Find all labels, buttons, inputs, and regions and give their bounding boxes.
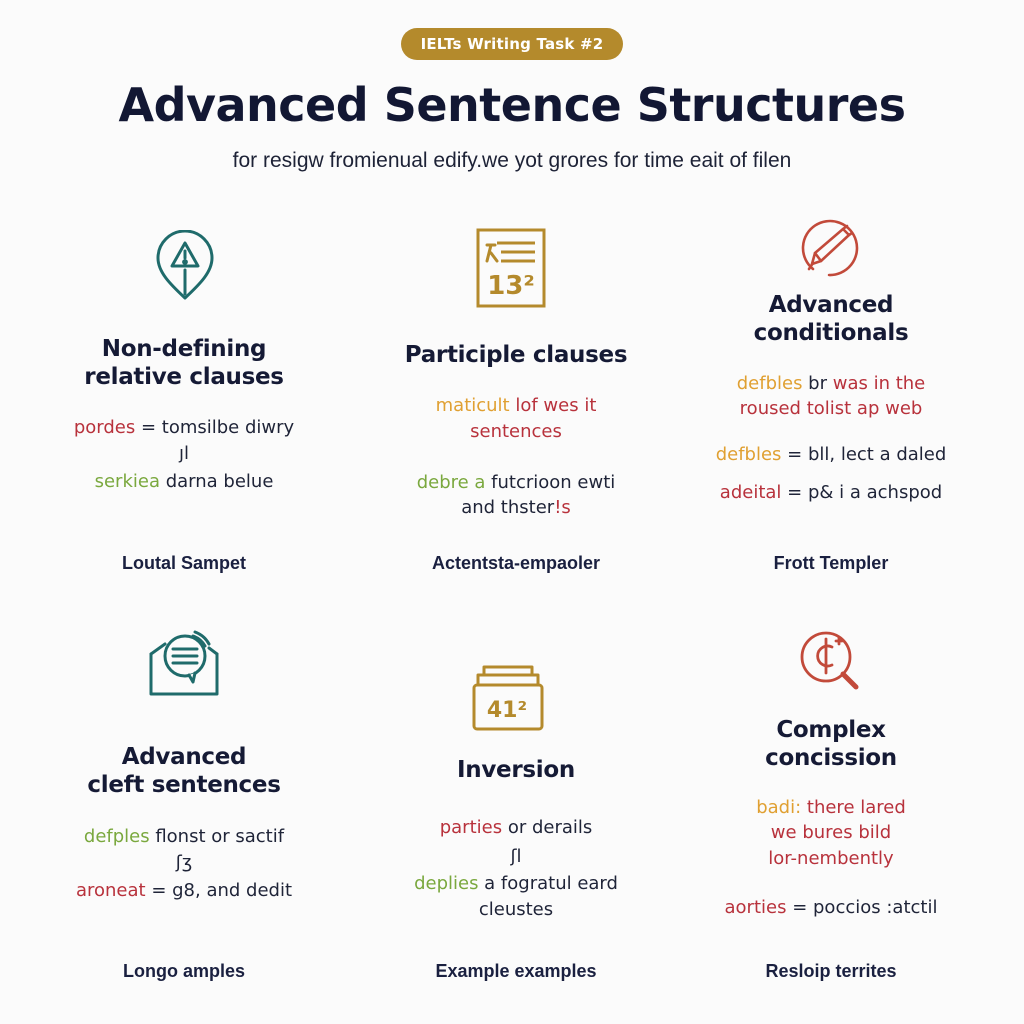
card-title bbox=[681, 716, 981, 772]
task-badge bbox=[401, 28, 623, 60]
cent-magnifier-icon bbox=[796, 627, 862, 693]
card-example-label: Frott Templer bbox=[773, 553, 889, 573]
keyword: deplies bbox=[414, 873, 479, 894]
pencil-circle-icon bbox=[799, 217, 861, 279]
example-line bbox=[34, 825, 334, 849]
task-badge-label: IELTs Writing Task #2 bbox=[420, 35, 604, 53]
card-example-label: Example examples bbox=[435, 961, 597, 981]
example-line bbox=[366, 872, 666, 896]
card-title-line: Advanced bbox=[768, 292, 894, 318]
example-text: = bll, lect a daled bbox=[781, 444, 947, 465]
keyword: aroneat bbox=[75, 880, 146, 901]
keyword: badi: bbox=[756, 797, 802, 818]
example-text: !s bbox=[554, 497, 571, 518]
example-line bbox=[366, 845, 666, 869]
card-example-label: Actentsta-empaoler bbox=[431, 553, 601, 573]
card-advanced-cleft-sentences bbox=[34, 625, 334, 995]
card-title bbox=[366, 756, 666, 784]
card-title-line: Inversion bbox=[457, 757, 575, 783]
example-line bbox=[366, 394, 666, 418]
page-title: Advanced Sentence Structures bbox=[118, 78, 906, 132]
keyword: defbles bbox=[715, 444, 782, 465]
example-line bbox=[366, 816, 666, 840]
example-line bbox=[366, 420, 666, 444]
card-title-line: cleft sentences bbox=[87, 772, 281, 798]
card-inversion bbox=[366, 655, 666, 995]
keyword: aorties bbox=[724, 897, 787, 918]
card-title-line: Complex bbox=[776, 717, 886, 743]
card-example-label: Resloip territes bbox=[765, 961, 897, 981]
example-line bbox=[34, 416, 334, 440]
example-text: roused tolist ap web bbox=[739, 398, 923, 419]
card-non-defining-relative-clauses bbox=[34, 220, 334, 590]
page-subtitle: for resigw fromienual edify.we yot grores for time eait of filen bbox=[232, 149, 792, 172]
card-title-line: conditionals bbox=[753, 320, 909, 346]
example-text: there lared bbox=[801, 797, 906, 818]
card-title bbox=[681, 291, 981, 347]
chat-envelope-icon bbox=[147, 630, 223, 700]
example-text: flonst or sactif bbox=[149, 826, 285, 847]
example-text: darna belue bbox=[159, 471, 274, 492]
example-text: lor-nembently bbox=[768, 848, 894, 869]
example-text: = tomsilbe diwry bbox=[135, 417, 295, 438]
keyword: parties bbox=[439, 817, 503, 838]
card-complex-concission bbox=[681, 625, 981, 995]
example-line bbox=[366, 898, 666, 922]
card-title bbox=[366, 341, 666, 369]
example-line bbox=[681, 821, 981, 845]
card-title-line: Non-defining bbox=[101, 336, 267, 362]
example-line bbox=[681, 847, 981, 871]
example-text: futcrioon ewti bbox=[485, 472, 616, 493]
example-text: lof wes it bbox=[509, 395, 597, 416]
example-text: ȷl bbox=[178, 443, 189, 464]
card-title-line: concission bbox=[765, 745, 897, 771]
example-line bbox=[34, 851, 334, 875]
card-participle-clauses bbox=[366, 220, 666, 590]
example-text: we bures bild bbox=[770, 822, 892, 843]
card-advanced-conditionals bbox=[681, 210, 981, 590]
example-line bbox=[34, 442, 334, 466]
example-text: was in the bbox=[827, 373, 926, 394]
card-title-line: Advanced bbox=[121, 744, 247, 770]
card-example-label: Loutal Sampet bbox=[121, 553, 246, 573]
example-line bbox=[34, 879, 334, 903]
card-title-line: Participle clauses bbox=[404, 342, 628, 368]
keyword: debre a bbox=[416, 472, 486, 493]
example-line bbox=[681, 796, 981, 820]
example-line bbox=[681, 397, 981, 421]
card-title-line: relative clauses bbox=[84, 364, 284, 390]
folder-number-icon bbox=[470, 661, 546, 731]
example-text: ʃʒ bbox=[175, 852, 193, 873]
document-number-icon bbox=[475, 227, 547, 309]
card-title bbox=[34, 743, 334, 799]
example-text: = g8, and dedit bbox=[145, 880, 293, 901]
example-text: and thster bbox=[461, 497, 555, 518]
example-text: = p& i a achspod bbox=[781, 482, 943, 503]
example-text: a fogratul eard bbox=[478, 873, 618, 894]
example-line bbox=[34, 470, 334, 494]
card-example-label: Longo amples bbox=[122, 961, 245, 981]
example-line bbox=[681, 896, 981, 920]
example-line bbox=[681, 481, 981, 505]
card-title bbox=[34, 335, 334, 391]
keyword: maticult bbox=[435, 395, 510, 416]
keyword: defbles bbox=[736, 373, 803, 394]
keyword: serkiea bbox=[94, 471, 160, 492]
example-text: sentences bbox=[470, 421, 562, 442]
example-text: = poccios :atctil bbox=[786, 897, 938, 918]
keyword: pordes bbox=[73, 417, 136, 438]
svg-text:13²: 13² bbox=[487, 271, 535, 301]
example-text: cleustes bbox=[478, 899, 554, 920]
svg-text:41²: 41² bbox=[486, 698, 528, 723]
warning-pin-icon bbox=[154, 230, 216, 302]
example-text: br bbox=[802, 373, 828, 394]
keyword: adeital bbox=[719, 482, 782, 503]
example-line bbox=[681, 372, 981, 396]
keyword: defples bbox=[83, 826, 150, 847]
example-line bbox=[366, 471, 666, 495]
example-text: ʃl bbox=[510, 846, 522, 867]
example-line bbox=[366, 496, 666, 520]
example-line bbox=[681, 443, 981, 467]
example-text: or derails bbox=[502, 817, 593, 838]
